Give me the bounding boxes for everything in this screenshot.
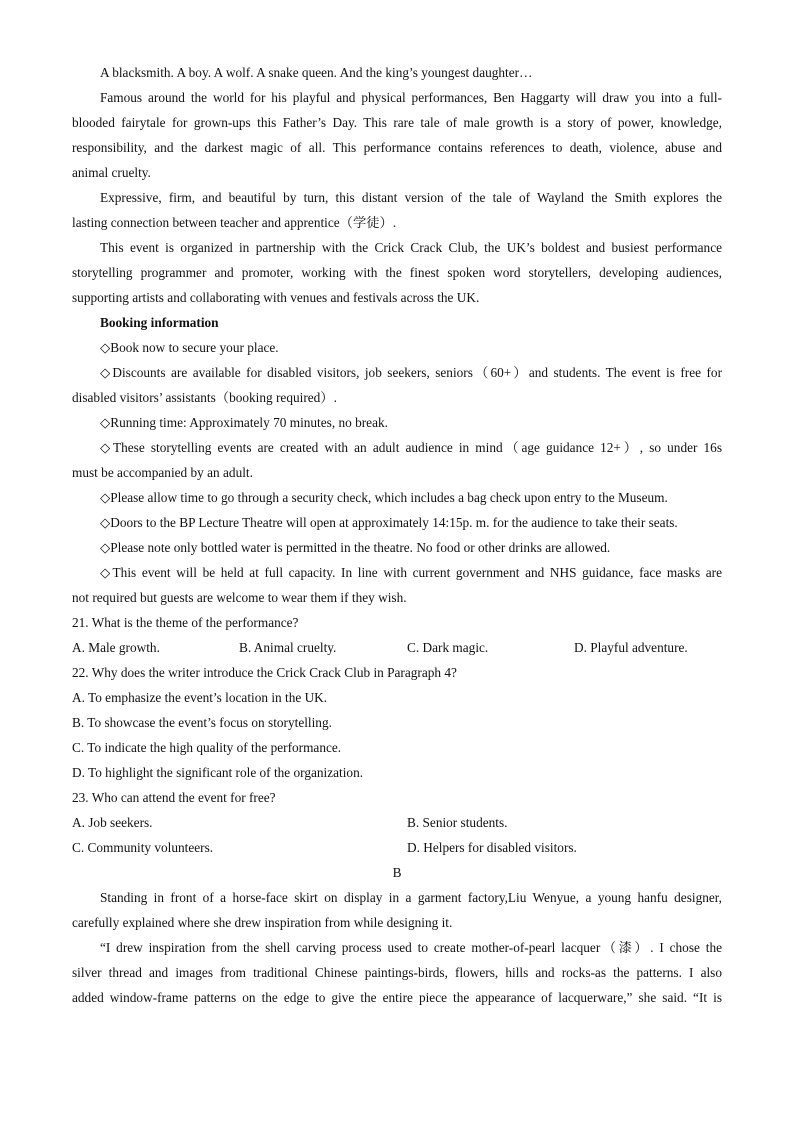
option-a: A. Male growth. [72, 640, 160, 655]
booking-item: ◇Please allow time to go through a security check, which includes a bag check upon entry to the Museum. [100, 490, 668, 505]
question-23-stem: 23. Who can attend the event for free? [72, 790, 276, 805]
passage-b-paragraph-2 [72, 935, 722, 1010]
passage-b-paragraph-1 [72, 885, 722, 935]
booking-item [72, 435, 722, 485]
text-line: added window-frame patterns on the edge to give the entire piece the appearance of lacquerware,” she said. “It is [72, 990, 722, 1005]
question-21-options [72, 635, 722, 660]
text-line: ◇This event will be held at full capacity. In line with current government and NHS guidance, face masks are [100, 565, 722, 580]
text-line: ◇These storytelling events are created with an adult audience in mind（age guidance 12+）, so under 16s [100, 440, 722, 455]
section-label-b: B [392, 865, 402, 880]
booking-item [72, 360, 722, 410]
text-line: storytelling programmer and promoter, working with the finest spoken word storytellers, developing audiences, [72, 265, 722, 280]
text-line: supporting artists and collaborating with venues and festivals across the UK. [72, 290, 480, 305]
text-line: disabled visitors’ assistants（booking required）. [72, 390, 337, 405]
text-line: “I drew inspiration from the shell carving process used to create mother-of-pearl lacquer（漆）. I chose the [100, 940, 722, 955]
option-a: A. To emphasize the event’s location in the UK. [72, 690, 328, 705]
text-line: This event is organized in partnership with the Crick Crack Club, the UK’s boldest and busiest performance [100, 240, 722, 255]
passage-a-intro: A blacksmith. A boy. A wolf. A snake queen. And the king’s youngest daughter… [100, 65, 533, 80]
booking-item: ◇Doors to the BP Lecture Theatre will open at approximately 14:15p. m. for the audience to take their seats. [100, 515, 678, 530]
question-23-options-row-2 [72, 835, 722, 860]
option-c: C. Dark magic. [407, 640, 489, 655]
option-c: C. To indicate the high quality of the performance. [72, 740, 342, 755]
booking-item: ◇Book now to secure your place. [100, 340, 279, 355]
text-line: lasting connection between teacher and apprentice（学徒）. [72, 215, 397, 230]
option-d: D. Helpers for disabled visitors. [407, 840, 577, 855]
text-line: ◇Discounts are available for disabled visitors, job seekers, seniors（60+）and students. The event is free for [100, 365, 722, 380]
text-line: carefully explained where she drew inspiration from while designing it. [72, 915, 453, 930]
option-b: B. Animal cruelty. [239, 640, 337, 655]
text-line: not required but guests are welcome to wear them if they wish. [72, 590, 407, 605]
option-b: B. Senior students. [407, 815, 508, 830]
text-line: Standing in front of a horse-face skirt on display in a garment factory,Liu Wenyue, a young hanfu designer, [100, 890, 722, 905]
text-line: must be accompanied by an adult. [72, 465, 253, 480]
booking-item [72, 560, 722, 610]
option-b: B. To showcase the event’s focus on storytelling. [72, 715, 332, 730]
document-page [72, 60, 722, 1010]
passage-a-paragraph-3 [72, 185, 722, 235]
question-21-stem: 21. What is the theme of the performance? [72, 615, 299, 630]
booking-item: ◇Please note only bottled water is permitted in the theatre. No food or other drinks are allowed. [100, 540, 611, 555]
text-line: responsibility, and the darkest magic of all. This performance contains references to death, violence, abuse and [72, 140, 722, 155]
booking-item: ◇Running time: Approximately 70 minutes, no break. [100, 415, 388, 430]
option-d: D. To highlight the significant role of the organization. [72, 765, 364, 780]
option-a: A. Job seekers. [72, 815, 153, 830]
question-23-options-row-1 [72, 810, 722, 835]
booking-heading: Booking information [100, 315, 219, 330]
text-line: blooded fairytale for grown-ups this Father’s Day. This rare tale of male growth is a story of power, knowledge, [72, 115, 722, 130]
passage-a-paragraph-2 [72, 85, 722, 185]
text-line: animal cruelty. [72, 165, 151, 180]
question-22-stem: 22. Why does the writer introduce the Crick Crack Club in Paragraph 4? [72, 665, 457, 680]
option-c: C. Community volunteers. [72, 840, 214, 855]
text-line: Famous around the world for his playful and physical performances, Ben Haggarty will draw you into a full- [100, 90, 722, 105]
option-d: D. Playful adventure. [574, 640, 688, 655]
text-line: Expressive, firm, and beautiful by turn, this distant version of the tale of Wayland the Smith explores the [100, 190, 722, 205]
text-line: silver thread and images from traditional Chinese paintings-birds, flowers, hills and rocks-as the patterns. I also [72, 965, 722, 980]
passage-a-paragraph-4 [72, 235, 722, 310]
